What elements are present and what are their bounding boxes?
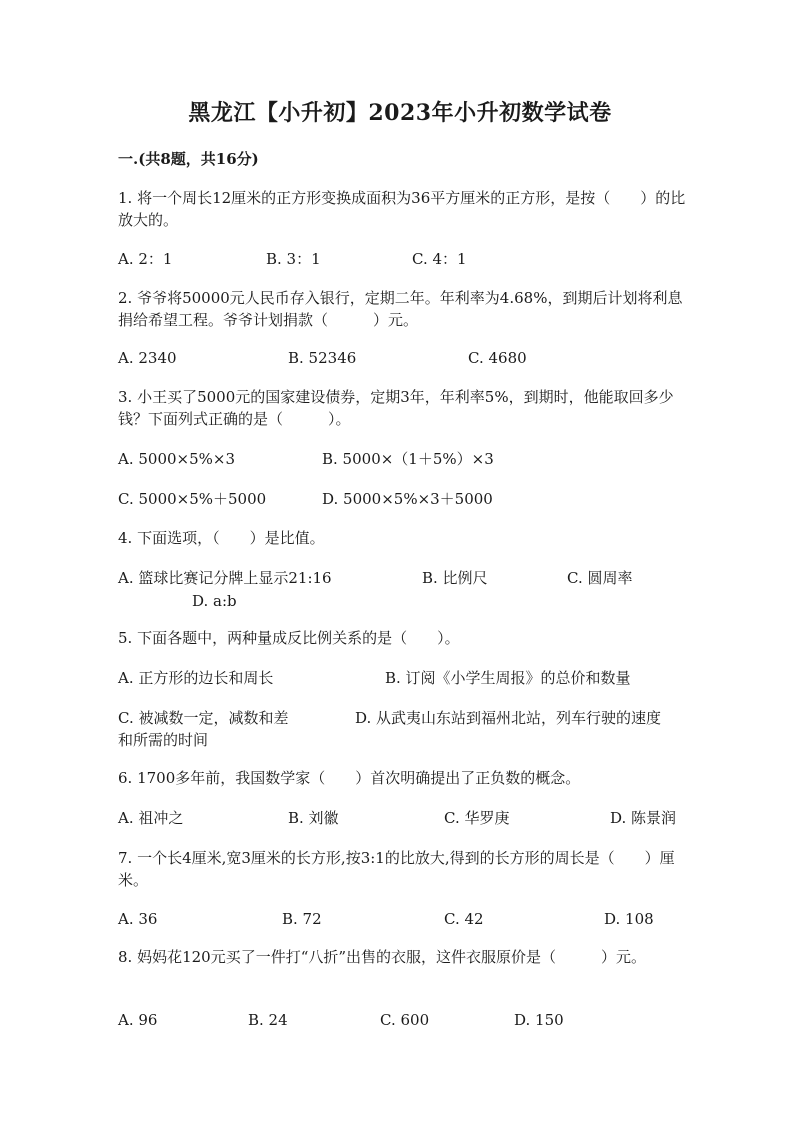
question-6-option-b: B. 刘徽 [288,809,339,827]
question-3-stem: 3. 小王买了5000元的国家建设债券，定期3年，年利率5%，到期时，他能取回多少钱？下面列式正确的是（ ）。 [118,388,674,428]
question-5-option-c: C. 被减数一定，减数和差 [118,709,289,727]
question-4-option-c: C. 圆周率 [567,569,633,587]
question-6-option-a: A. 祖冲之 [118,809,184,827]
question-6-option-d: D. 陈景润 [610,809,677,827]
question-7-option-d: D. 108 [604,910,654,928]
question-7-stem: 7. 一个长4厘米,宽3厘米的长方形,按3:1的比放大,得到的长方形的周长是（ ）厘米。 [118,849,675,889]
question-3-option-a: A. 5000×5%×3 [118,450,236,468]
page-title: 黑龙江【小升初】2023年小升初数学试卷 [188,100,612,126]
question-1-option-a: A. 2：1 [118,250,173,268]
question-7-option-c: C. 42 [444,910,484,928]
question-5-stem: 5. 下面各题中，两种量成反比例关系的是（ ）。 [118,629,460,647]
question-2-option-c: C. 4680 [468,349,527,367]
question-5-option-d: D. 从武夷山东站到福州北站，列车行驶的速度 [355,709,662,727]
question-5-option-b: B. 订阅《小学生周报》的总价和数量 [385,669,631,687]
question-1-option-c: C. 4：1 [412,250,467,268]
question-8-option-c: C. 600 [380,1011,430,1029]
section-heading: 一.(共8题，共16分) [118,150,259,168]
question-3-option-c: C. 5000×5%＋5000 [118,490,267,508]
question-8-option-a: A. 96 [118,1011,158,1029]
question-3-option-d: D. 5000×5%×3＋5000 [322,490,493,508]
question-4-option-a: A. 篮球比赛记分牌上显示21:16 [118,569,332,587]
question-7-option-b: B. 72 [282,910,322,928]
question-6-option-c: C. 华罗庚 [444,809,510,827]
question-7-option-a: A. 36 [118,910,158,928]
question-6-stem: 6. 1700多年前，我国数学家（ ）首次明确提出了正负数的概念。 [118,769,581,787]
question-4-option-b: B. 比例尺 [422,569,488,587]
question-5-option-a: A. 正方形的边长和周长 [118,669,274,687]
question-2-option-a: A. 2340 [118,349,177,367]
question-4-stem: 4. 下面选项，（ ）是比值。 [118,529,325,547]
question-8-stem: 8. 妈妈花120元买了一件打“八折”出售的衣服，这件衣服原价是（ ）元。 [118,948,647,966]
question-1-option-b: B. 3：1 [266,250,321,268]
question-4-option-d: D. a:b [192,592,237,610]
question-1-stem: 1. 将一个周长12厘米的正方形变换成面积为36平方厘米的正方形，是按（ ）的比放大的。 [118,189,686,229]
question-2-option-b: B. 52346 [288,349,357,367]
question-3-option-b: B. 5000×（1＋5%）×3 [322,450,494,468]
question-8-option-d: D. 150 [514,1011,564,1029]
question-8-option-b: B. 24 [248,1011,288,1029]
question-2-stem: 2. 爷爷将50000元人民币存入银行，定期二年。年利率为4.68%，到期后计划将利息捐给希望工程。爷爷计划捐款（ ）元。 [118,289,683,329]
question-5-option-d-continued: 和所需的时间 [118,731,209,749]
